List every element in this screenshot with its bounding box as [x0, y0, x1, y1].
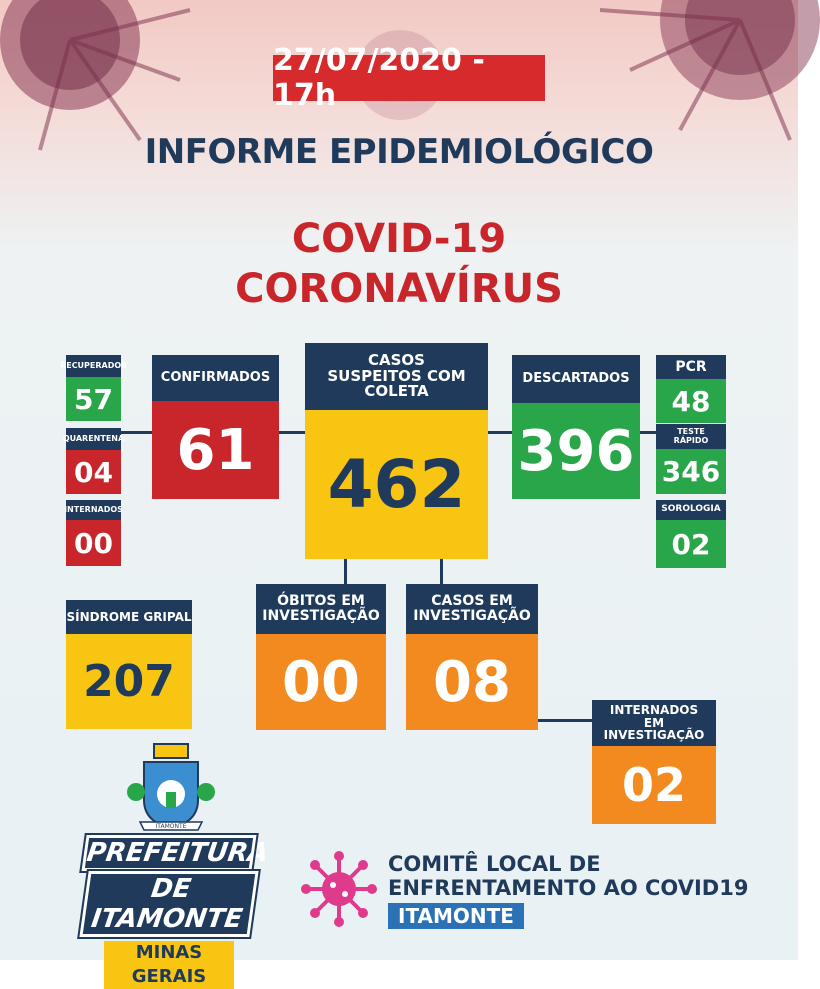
stat-value: 48	[656, 379, 726, 423]
stat-sorologia	[656, 500, 726, 568]
stat-casos-suspeitos	[305, 343, 488, 559]
stat-label: SÍNDROME GRIPAL	[66, 600, 192, 634]
state-tag: MINAS GERAIS	[104, 941, 234, 989]
stat-recuperados	[60, 355, 127, 421]
stat-obitos-investigacao	[256, 584, 386, 730]
comite-label	[388, 852, 748, 900]
covid-heading	[0, 214, 798, 314]
stat-quarentena	[62, 428, 125, 494]
stat-label: RECUPERADOS	[66, 355, 121, 377]
stat-value: 02	[592, 746, 716, 824]
prefeitura-line1: PREFEITURA	[81, 835, 256, 871]
stat-value: 00	[256, 634, 386, 730]
municipal-crest-icon	[126, 742, 216, 834]
covid-heading-line2: CORONAVÍRUS	[235, 266, 563, 312]
stat-label: PCR	[656, 355, 726, 379]
stat-internados	[66, 500, 121, 566]
stat-label: CASOS EM INVESTIGAÇÃO	[406, 584, 538, 634]
covid-heading-line1: COVID-19	[291, 216, 507, 262]
stat-sindrome-gripal	[66, 600, 192, 729]
stat-label: CONFIRMADOS	[152, 355, 279, 401]
stat-label: DESCARTADOS	[512, 355, 640, 403]
stat-confirmados	[152, 355, 279, 499]
stat-teste-rapido	[656, 424, 726, 494]
stat-value: 462	[305, 410, 488, 559]
stat-value: 207	[66, 634, 192, 729]
connector-line	[279, 431, 305, 434]
comite-line2: ENFRENTAMENTO AO COVID19	[388, 876, 749, 900]
date-badge: 27/07/2020 - 17h	[273, 55, 545, 101]
stat-value: 02	[656, 520, 726, 568]
virus-icon	[300, 850, 378, 928]
stat-label: CASOS SUSPEITOS COM COLETA	[305, 343, 488, 410]
prefeitura-line2: DE ITAMONTE	[79, 871, 258, 937]
stat-label: SOROLOGIA	[656, 500, 726, 520]
stat-value: 00	[66, 520, 121, 566]
connector-line	[538, 719, 592, 722]
stat-value: 61	[152, 401, 279, 499]
stat-label: INTERNADOS EM INVESTIGAÇÃO	[592, 700, 716, 746]
connector-line	[120, 431, 152, 434]
stat-label: ÓBITOS EM INVESTIGAÇÃO	[256, 584, 386, 634]
stat-label: QUARENTENA	[66, 428, 121, 450]
stat-descartados	[512, 355, 640, 499]
page-title: INFORME EPIDEMIOLÓGICO	[144, 132, 654, 172]
city-tag: ITAMONTE	[388, 903, 524, 929]
stat-value: 346	[656, 449, 726, 494]
stat-label: TESTE RÁPIDO	[656, 424, 726, 449]
stat-value: 57	[66, 377, 121, 421]
stat-internados-investigacao	[592, 700, 716, 824]
connector-line	[488, 431, 512, 434]
stat-label: INTERNADOS	[66, 500, 121, 520]
stat-casos-investigacao	[406, 584, 538, 730]
stat-value: 396	[512, 403, 640, 499]
connector-line	[440, 558, 443, 584]
connector-line	[344, 558, 347, 584]
prefeitura-logo	[84, 835, 271, 989]
crest-label: ITAMONTE	[155, 823, 187, 830]
stat-pcr	[656, 355, 726, 423]
comite-line1: COMITÊ LOCAL DE	[388, 852, 601, 876]
stat-value: 08	[406, 634, 538, 730]
connector-line	[640, 431, 656, 434]
stat-value: 04	[66, 450, 121, 494]
